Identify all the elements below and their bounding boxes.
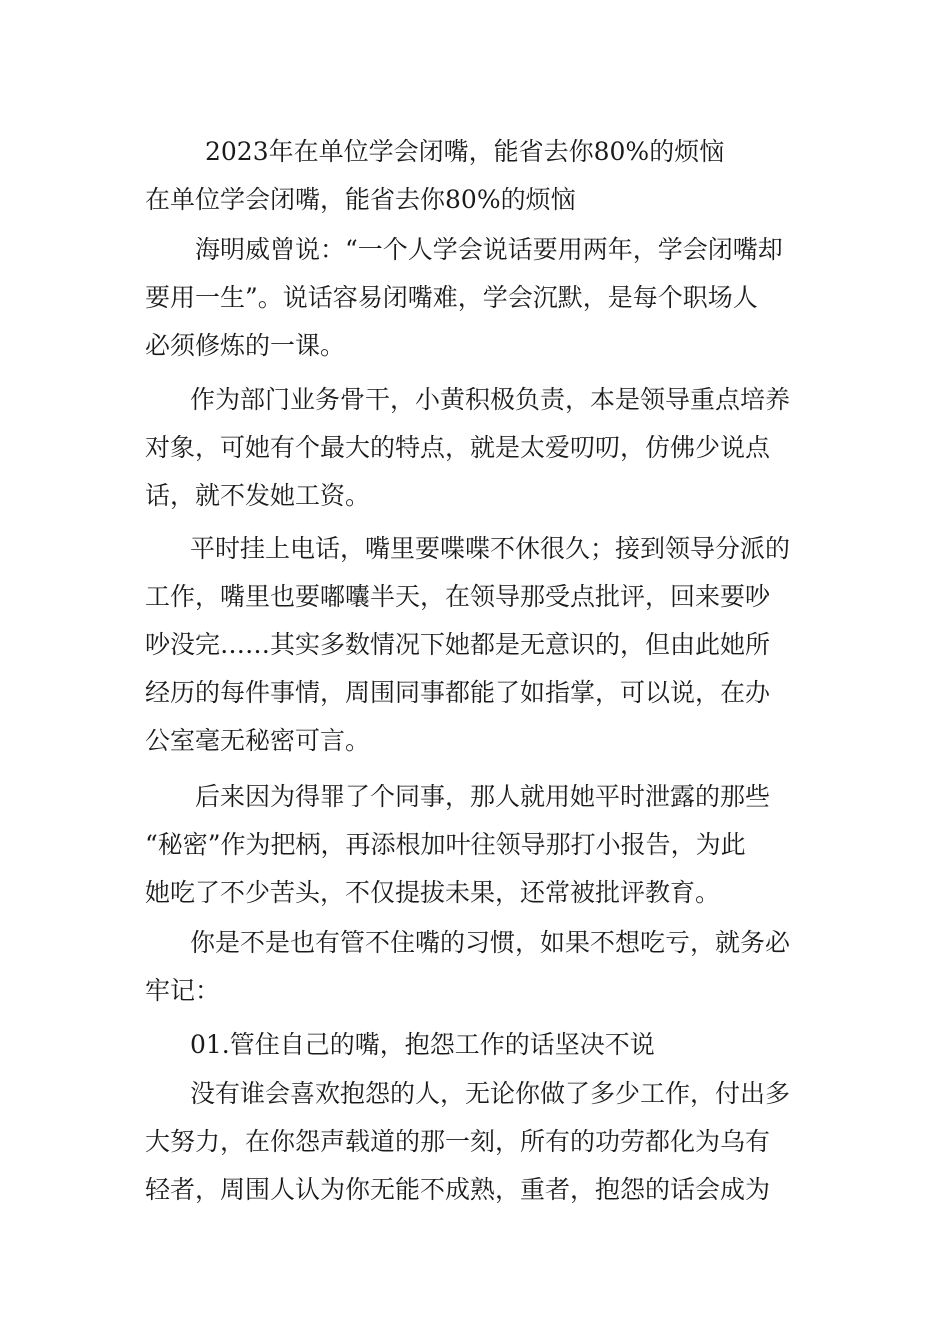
paragraph-line: 要用一生”。说话容易闭嘴难，学会沉默，是每个职场人 [145,283,758,312]
paragraph-line: 你是不是也有管不住嘴的习惯，如果不想吃亏，就务必 [190,928,791,957]
document-subtitle: 在单位学会闭嘴，能省去你80%的烦恼 [145,185,576,214]
paragraph-line: 作为部门业务骨干，小黄积极负责，本是领导重点培养 [190,385,791,414]
paragraph-line: 吵没完……其实多数情况下她都是无意识的，但由此她所 [145,630,771,659]
paragraph-line: 大努力，在你怨声载道的那一刻，所有的功劳都化为乌有 [145,1127,771,1156]
paragraph-line: 公室毫无秘密可言。 [145,726,371,755]
paragraph-line: 经历的每件事情，周围同事都能了如指掌，可以说，在办 [145,678,771,707]
paragraph-line: “秘密”作为把柄，再添根加叶往领导那打小报告，为此 [145,830,746,859]
paragraph-line: 轻者，周围人认为你无能不成熟，重者，抱怨的话会成为 [145,1175,771,1204]
paragraph-line: 没有谁会喜欢抱怨的人，无论你做了多少工作，付出多 [190,1079,791,1108]
paragraph-7 [145,1070,810,1214]
paragraph-5 [145,919,810,1015]
paragraph-3 [145,525,810,765]
paragraph-line: 她吃了不少苦头，不仅提拔未果，还常被批评教育。 [145,878,721,907]
paragraph-line: 后来因为得罪了个同事，那人就用她平时泄露的那些 [195,782,771,811]
section-heading-01 [145,1021,810,1069]
paragraph-4 [145,773,810,917]
paragraph-line: 工作，嘴里也要嘟囔半天，在领导那受点批评，回来要吵 [145,582,771,611]
paragraph-line: 牢记： [145,976,221,1005]
paragraph-line: 对象，可她有个最大的特点，就是太爱叨叨，仿佛少说点 [145,433,771,462]
paragraph-line: 海明威曾说：“一个人学会说话要用两年，学会闭嘴却 [195,235,783,264]
paragraph-2 [145,376,810,520]
document-title: 2023年在单位学会闭嘴，能省去你80%的烦恼 [205,137,725,166]
paragraph-line: 平时挂上电话，嘴里要喋喋不休很久；接到领导分派的 [190,534,791,563]
paragraph-line: 话，就不发她工资。 [145,481,371,510]
section-heading-text: 01.管住自己的嘴，抱怨工作的话坚决不说 [190,1030,655,1059]
paragraph-line: 必须修炼的一课。 [145,331,346,360]
paragraph-1 [145,226,810,370]
